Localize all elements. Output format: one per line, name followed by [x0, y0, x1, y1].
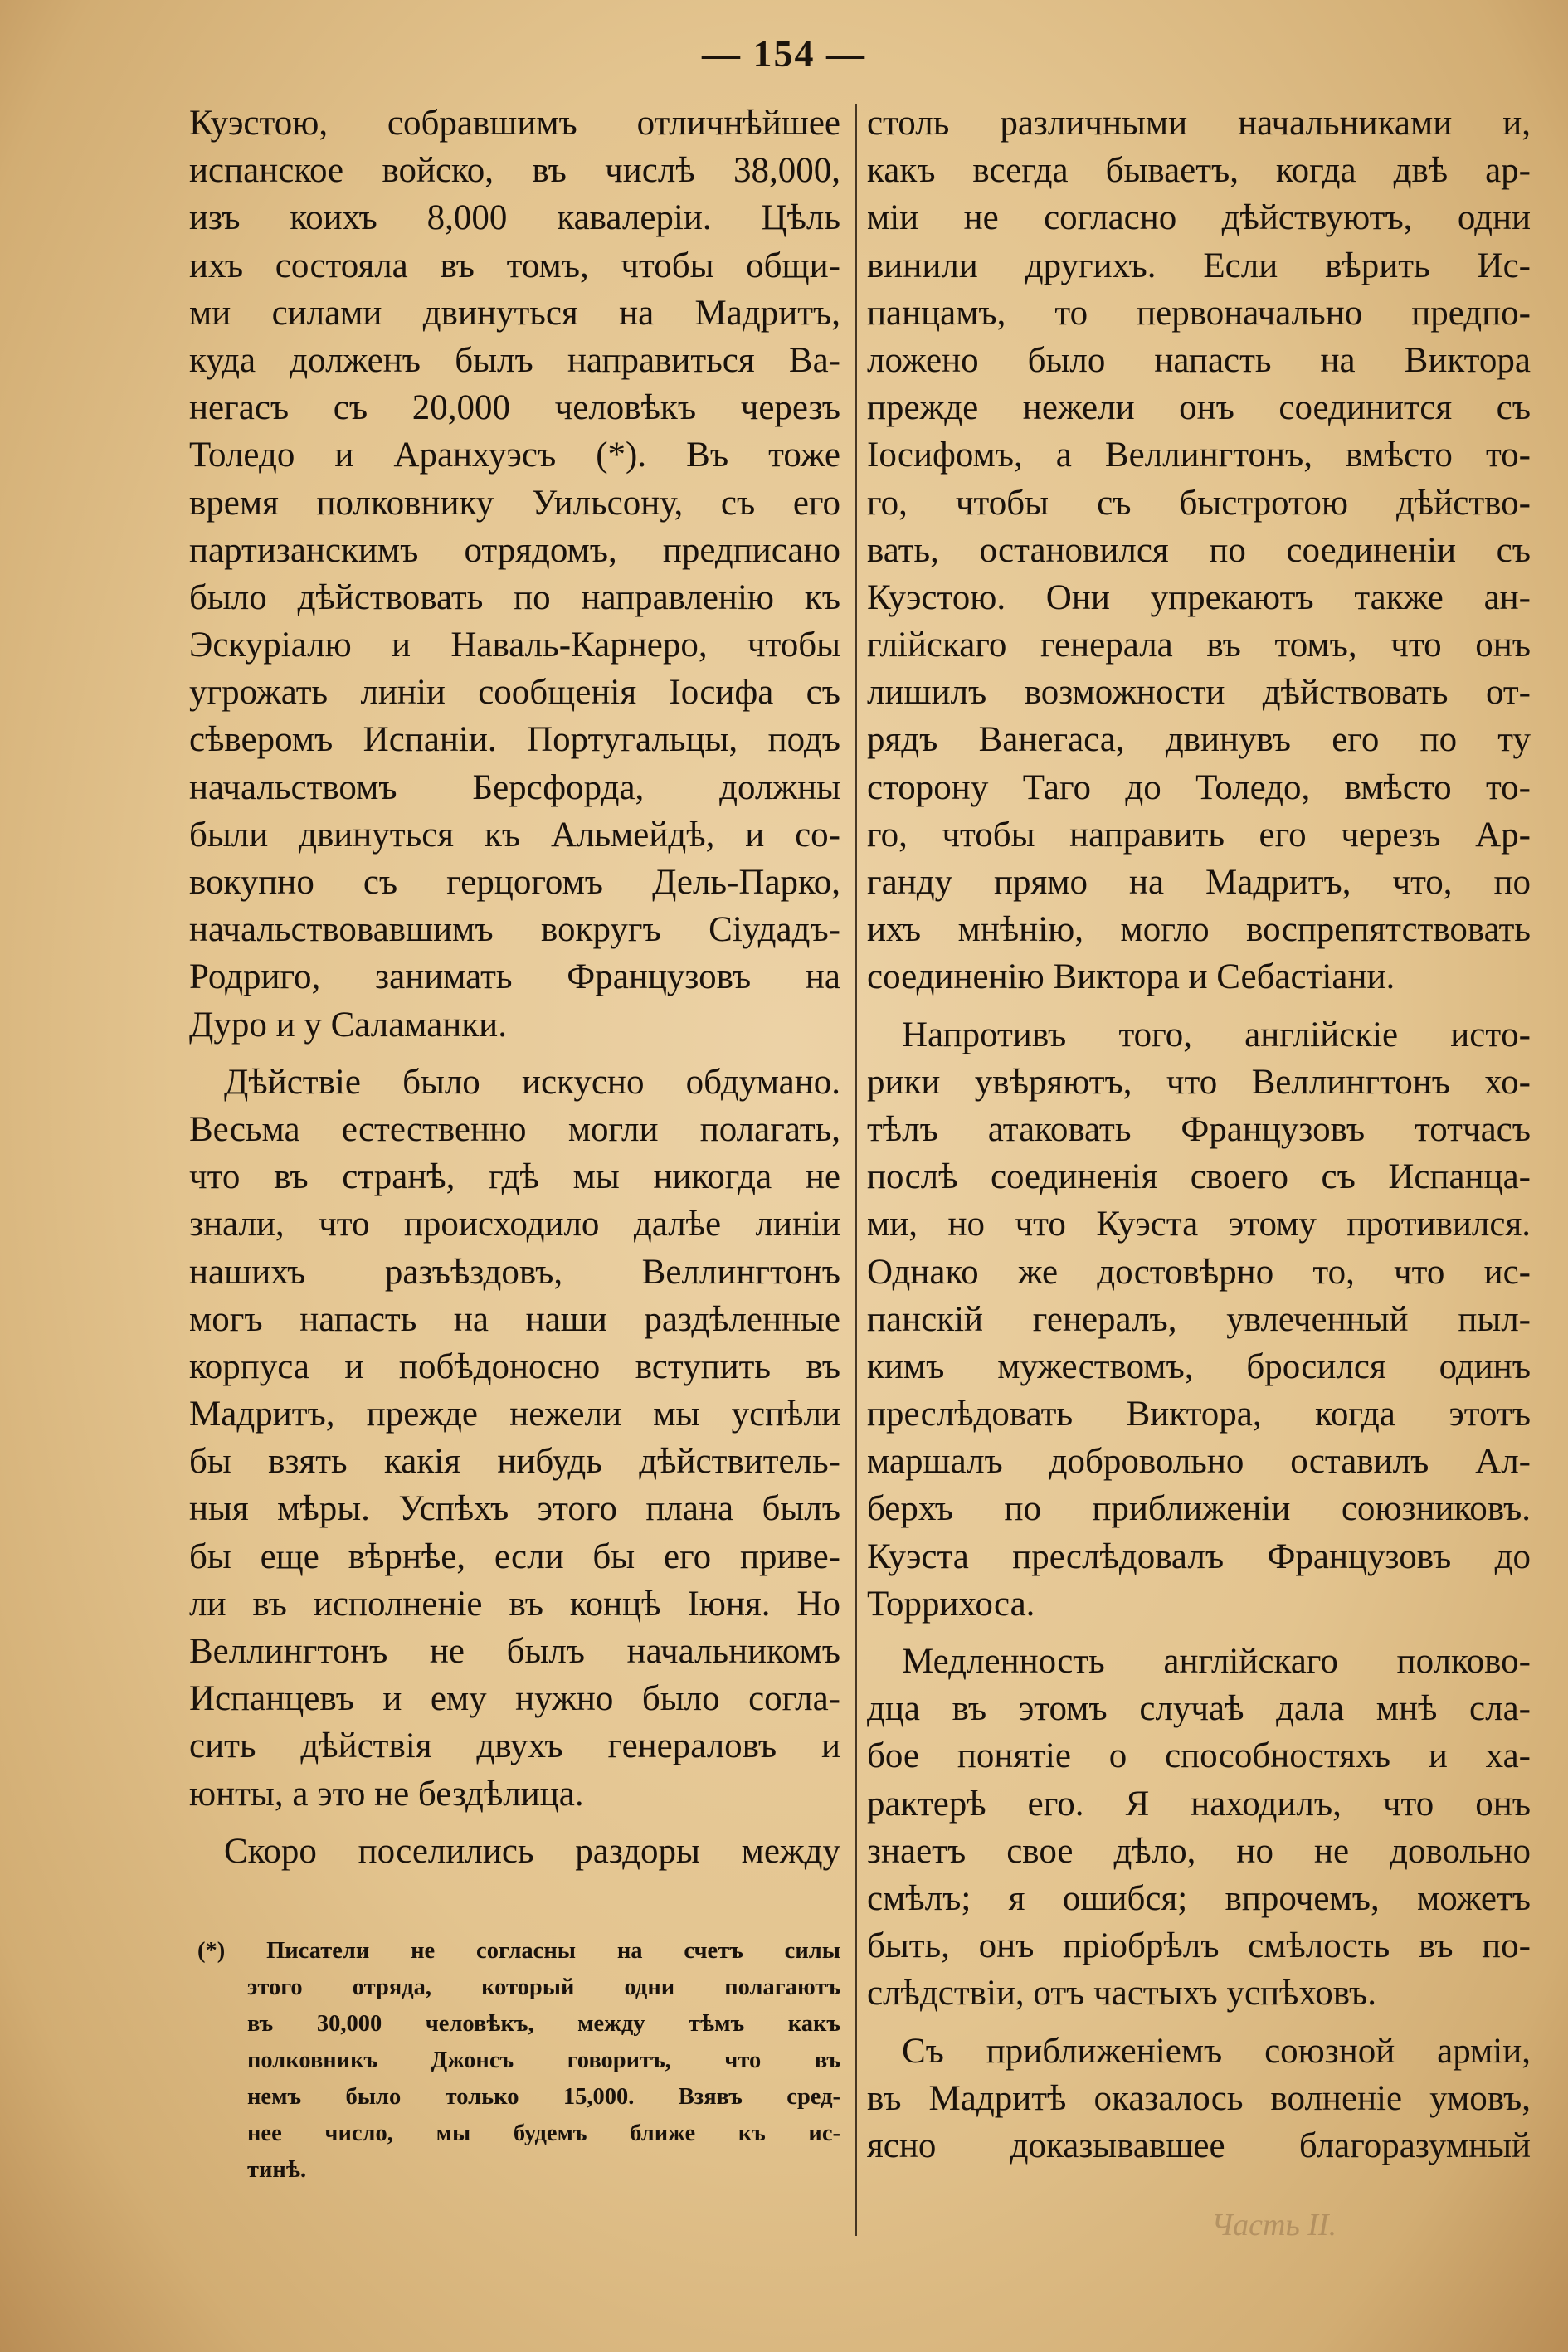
text-line: знаетъ свое дѣло, но не довольно — [867, 1831, 1531, 1871]
footnote-line: (*) Писатели не согласны на счетъ силы — [197, 1938, 840, 1964]
text-line: го, чтобы съ быстротою дѣйство- — [867, 483, 1531, 523]
text-line: Весьма естественно могли полагать, — [189, 1109, 840, 1149]
text-line: Куэстою, собравшимъ отличнѣйшее — [189, 104, 840, 143]
text-line: ми силами двинуться на Мадритъ, — [189, 293, 840, 333]
text-line: быть, онъ пріобрѣлъ смѣлость въ по- — [867, 1926, 1531, 1966]
page-number: — 154 — — [702, 32, 866, 75]
text-line: Родриго, занимать Французовъ на — [189, 957, 840, 997]
text-line: юнты, а это не бездѣлица. — [189, 1774, 584, 1814]
footnote-line: немъ было только 15,000. Взявъ сред- — [247, 2084, 840, 2110]
text-line: бы еще вѣрнѣе, если бы его приве- — [189, 1536, 840, 1576]
footnote-line: въ 30,000 человѣкъ, между тѣмъ какъ — [247, 2011, 840, 2037]
text-line: Испанцевъ и ему нужно было согла- — [189, 1679, 840, 1719]
text-line: ныя мѣры. Успѣхъ этого плана былъ — [189, 1489, 840, 1529]
right-column — [867, 100, 1531, 2169]
text-line: куда долженъ былъ направиться Ва- — [189, 340, 840, 380]
text-line: знали, что происходило далѣе линіи — [189, 1205, 840, 1244]
text-line: Іосифомъ, а Веллингтонъ, вмѣсто то- — [867, 436, 1531, 475]
text-line: рактерѣ его. Я находилъ, что онъ — [867, 1784, 1531, 1824]
text-line: было дѣйствовать по направленію къ — [189, 577, 840, 617]
text-line: угрожать линіи сообщенія Іосифа съ — [189, 673, 840, 713]
text-line: начальствомъ Берсфорда, должны — [189, 767, 840, 807]
bottom-mark: Часть II. — [1211, 2208, 1337, 2242]
text-line: какъ всегда бываетъ, когда двѣ ар- — [867, 151, 1531, 191]
text-line: Медленность англійскаго полково- — [902, 1642, 1531, 1681]
text-line: ми, но что Куэста этому противился. — [867, 1205, 1531, 1244]
text-line: смѣлъ; я ошибся; впрочемъ, можетъ — [867, 1878, 1531, 1918]
text-line: маршалъ добровольно оставилъ Ал- — [867, 1442, 1531, 1482]
right-paragraph-1 — [867, 100, 1531, 1001]
text-line: лишилъ возможности дѣйствовать от- — [867, 673, 1531, 713]
text-line: Куэста преслѣдовалъ Французовъ до — [867, 1536, 1531, 1576]
footnote-line: этого отряда, который одни полагаютъ — [247, 1975, 840, 2000]
text-line: Куэстою. Они упрекаютъ также ан- — [867, 577, 1531, 617]
text-line: Напротивъ того, англійскіе истo- — [902, 1015, 1531, 1054]
text-line: партизанскимъ отрядомъ, предписано — [189, 530, 840, 570]
text-line: Скоро поселились раздоры между — [224, 1831, 840, 1871]
text-line: могъ напасть на наши раздѣленные — [189, 1299, 840, 1339]
footnote-line: полковникъ Джонсъ говоритъ, что въ — [247, 2048, 840, 2073]
text-line: Торрихоса. — [867, 1584, 1035, 1624]
text-line: бы взять какія нибудь дѣйствитель- — [189, 1442, 840, 1482]
text-line: въ Мадритѣ оказалось волненіе умовъ, — [867, 2078, 1531, 2118]
text-line: Дуро и у Саламанки. — [189, 1005, 507, 1045]
text-line: были двинуться къ Альмейдѣ, и со- — [189, 815, 840, 855]
text-line: го, чтобы направить его черезъ Ар- — [867, 815, 1531, 855]
text-line: вать, остановился по соединеніи съ — [867, 530, 1531, 570]
text-line: столь различными начальниками и, — [867, 104, 1531, 143]
text-line: бое понятіе о способностяхъ и ха- — [867, 1736, 1531, 1776]
left-column — [189, 100, 840, 1875]
text-line: берхъ по приближеніи союзниковъ. — [867, 1489, 1531, 1529]
text-line: прежде нежели онъ соединится съ — [867, 388, 1531, 428]
text-line: рики увѣряютъ, что Веллингтонъ хо- — [867, 1062, 1531, 1102]
text-line: ихъ состояла въ томъ, чтобы общи- — [189, 246, 840, 285]
text-line: слѣдствіи, отъ частыхъ успѣховъ. — [867, 1974, 1376, 2014]
right-paragraph-4 — [867, 2028, 1531, 2170]
text-line: глійскаго генерала въ томъ, что онъ — [867, 626, 1531, 665]
text-line: соединенію Виктора и Себастіани. — [867, 957, 1395, 997]
text-line: нашихъ разъѣздовъ, Веллингтонъ — [189, 1252, 840, 1292]
text-line: Мадритъ, прежде нежели мы успѣли — [189, 1395, 840, 1434]
right-paragraph-3 — [867, 1638, 1531, 2018]
text-line: панцамъ, то первоначально предпо- — [867, 293, 1531, 333]
left-paragraph-1 — [189, 100, 840, 1049]
footnote — [189, 1933, 840, 2189]
text-line: дца въ этомъ случаѣ дала мнѣ сла- — [867, 1689, 1531, 1729]
footnote-line: нее число, мы будемъ ближе къ ис- — [247, 2121, 840, 2146]
text-line: сить дѣйствія двухъ генераловъ и — [189, 1726, 840, 1766]
text-line: корпуса и побѣдоносно вступить въ — [189, 1346, 840, 1386]
text-line: винили другихъ. Если вѣрить Ис- — [867, 246, 1531, 285]
text-line: сторону Таго до Толедо, вмѣсто то- — [867, 767, 1531, 807]
text-line: негасъ съ 20,000 человѣкъ черезъ — [189, 388, 840, 428]
text-line: ли въ исполненіе въ концѣ Іюня. Но — [189, 1584, 840, 1624]
text-line: послѣ соединенія своего съ Испанца- — [867, 1157, 1531, 1197]
text-line: начальствовавшимъ вокругъ Сіудадъ- — [189, 910, 840, 950]
text-line: Веллингтонъ не былъ начальникомъ — [189, 1632, 840, 1671]
text-line: рядъ Ванегаса, двинувъ его по ту — [867, 720, 1531, 760]
left-paragraph-3 — [189, 1828, 840, 1875]
text-line: Толедо и Аранхуэсъ (*). Въ тоже — [189, 436, 840, 475]
text-line: ихъ мнѣнію, могло воспрепятствовать — [867, 910, 1531, 950]
text-line: міи не согласно дѣйствуютъ, одни — [867, 198, 1531, 238]
text-line: тѣлъ атаковать Французовъ тотчасъ — [867, 1109, 1531, 1149]
text-line: кимъ мужествомъ, бросился одинъ — [867, 1346, 1531, 1386]
text-line: панскій генералъ, увлеченный пыл- — [867, 1299, 1531, 1339]
text-line: Эскуріалю и Наваль-Карнеро, чтобы — [189, 626, 840, 665]
right-paragraph-2 — [867, 1011, 1531, 1628]
text-line: ясно доказывавшее благоразумный — [867, 2126, 1531, 2165]
text-line: ганду прямо на Мадритъ, что, по — [867, 863, 1531, 902]
column-divider — [855, 104, 857, 2236]
text-line: изъ коихъ 8,000 кавалеріи. Цѣль — [189, 198, 840, 238]
left-paragraph-2 — [189, 1059, 840, 1818]
text-line: что въ странѣ, гдѣ мы никогда не — [189, 1157, 840, 1197]
text-line: вокупно съ герцогомъ Дель-Парко, — [189, 863, 840, 902]
text-line: Съ приближеніемъ союзной арміи, — [902, 2031, 1531, 2071]
text-line: испанское войско, въ числѣ 38,000, — [189, 151, 840, 191]
text-line: время полковнику Уильсону, съ его — [189, 483, 840, 523]
text-line: сѣверомъ Испаніи. Португальцы, подъ — [189, 720, 840, 760]
text-line: преслѣдовать Виктора, когда этотъ — [867, 1395, 1531, 1434]
text-line: ложено было напасть на Виктора — [867, 340, 1531, 380]
text-line: Дѣйствіе было искусно обдумано. — [224, 1062, 840, 1102]
text-line: Однако же достовѣрно то, что ис- — [867, 1252, 1531, 1292]
footnote-line: тинѣ. — [247, 2157, 307, 2183]
